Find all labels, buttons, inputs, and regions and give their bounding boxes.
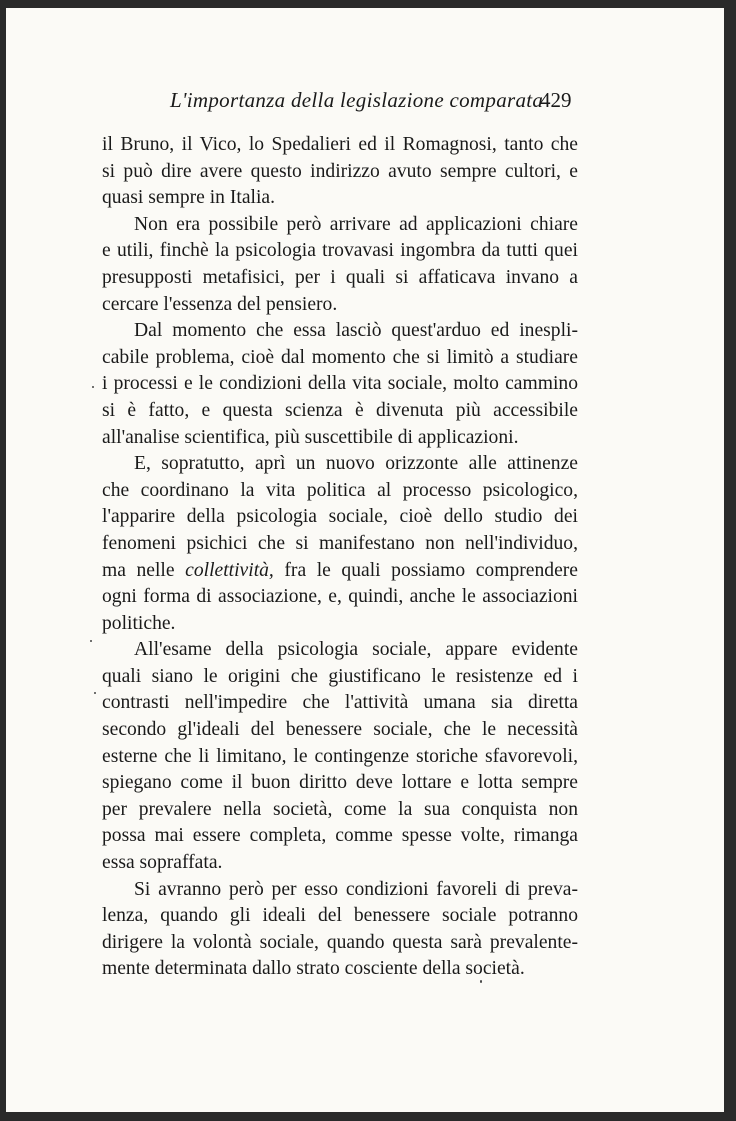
text-line: spiegano come il buon diritto deve lottare e lotta sempre [102, 772, 578, 794]
running-title: L'importanza della legislazione comparata [170, 88, 544, 112]
text-line: Non era possibile però arrivare ad applicazioni chiare [134, 213, 578, 235]
text-line: lenza, quando gli ideali del benessere sociale potranno [102, 905, 578, 927]
text-line: Dal momento che essa lasciò quest'arduo ed inespli- [134, 320, 578, 342]
paper-speck [480, 980, 482, 983]
text-line: e utili, finchè la psicologia trovavasi ingombra da tutti quei [102, 240, 578, 262]
text-line: secondo gl'ideali del benessere sociale, che le necessità [102, 719, 578, 741]
paragraph-5 [102, 637, 578, 876]
text-line: mente determinata dallo strato cosciente della società. [102, 958, 525, 980]
paragraph-2 [102, 212, 578, 318]
page-number: 429 [540, 88, 572, 112]
text-line: si può dire avere questo indirizzo avuto sempre cultori, e [102, 160, 578, 182]
text-line: l'apparire della psicologia sociale, cioè dello studio dei [102, 506, 578, 528]
paper-speck [94, 692, 96, 694]
text-line: dirigere la volontà sociale, quando questa sarà prevalente- [102, 931, 578, 953]
text-line: il Bruno, il Vico, lo Spedalieri ed il Romagnosi, tanto che [102, 134, 578, 155]
text-line: All'esame della psicologia sociale, appare evidente [134, 639, 578, 661]
text-line-with-italic [102, 558, 578, 585]
text-line: politiche. [102, 612, 176, 634]
text-line: quasi sempre in Italia. [102, 187, 276, 209]
paper-speck [90, 640, 92, 642]
text-line: i processi e le condizioni della vita sociale, molto cammino [102, 373, 578, 395]
text-line: che coordinano la vita politica al processo psicologico, [102, 479, 578, 501]
text-line: fenomeni psichici che si manifestano non nell'individuo, [102, 532, 578, 554]
page-header [6, 88, 724, 118]
text-line: ogni forma di associazione, e, quindi, anche le associazioni [102, 586, 578, 608]
text-segment: fra le quali possiamo comprendere [284, 559, 578, 581]
body-text [102, 132, 578, 983]
text-line: presupposti metafisici, per i quali si affaticava invano a [102, 266, 578, 288]
italic-word: collettività, [185, 559, 274, 581]
paragraph-3 [102, 318, 578, 451]
text-line: si è fatto, e questa scienza è divenuta più accessibile [102, 399, 578, 421]
paragraph-6 [102, 877, 578, 983]
book-page [6, 8, 724, 1112]
paragraph-4 [102, 451, 578, 637]
text-line: essa sopraffata. [102, 852, 223, 874]
text-segment: ma nelle [102, 559, 175, 581]
text-line: per prevalere nella società, come la sua conquista non [102, 798, 578, 820]
text-line: Si avranno però per esso condizioni favoreli di preva- [134, 878, 578, 900]
text-line: E, sopratutto, aprì un nuovo orizzonte alle attinenze [134, 453, 578, 475]
paper-speck [92, 386, 94, 388]
text-line: cercare l'essenza del pensiero. [102, 293, 338, 315]
text-line: esterne che li limitano, le contingenze storiche sfavorevoli, [102, 745, 578, 767]
text-line: contrasti nell'impedire che l'attività umana sia diretta [102, 692, 578, 714]
text-line: quali siano le origini che giustificano le resistenze ed i [102, 665, 578, 687]
paragraph-1 [102, 132, 578, 212]
text-line: all'analise scientifica, più suscettibile di applicazioni. [102, 426, 519, 448]
text-line: cabile problema, cioè dal momento che si limitò a studiare [102, 346, 578, 368]
text-line: possa mai essere completa, comme spesse volte, rimanga [102, 825, 578, 847]
